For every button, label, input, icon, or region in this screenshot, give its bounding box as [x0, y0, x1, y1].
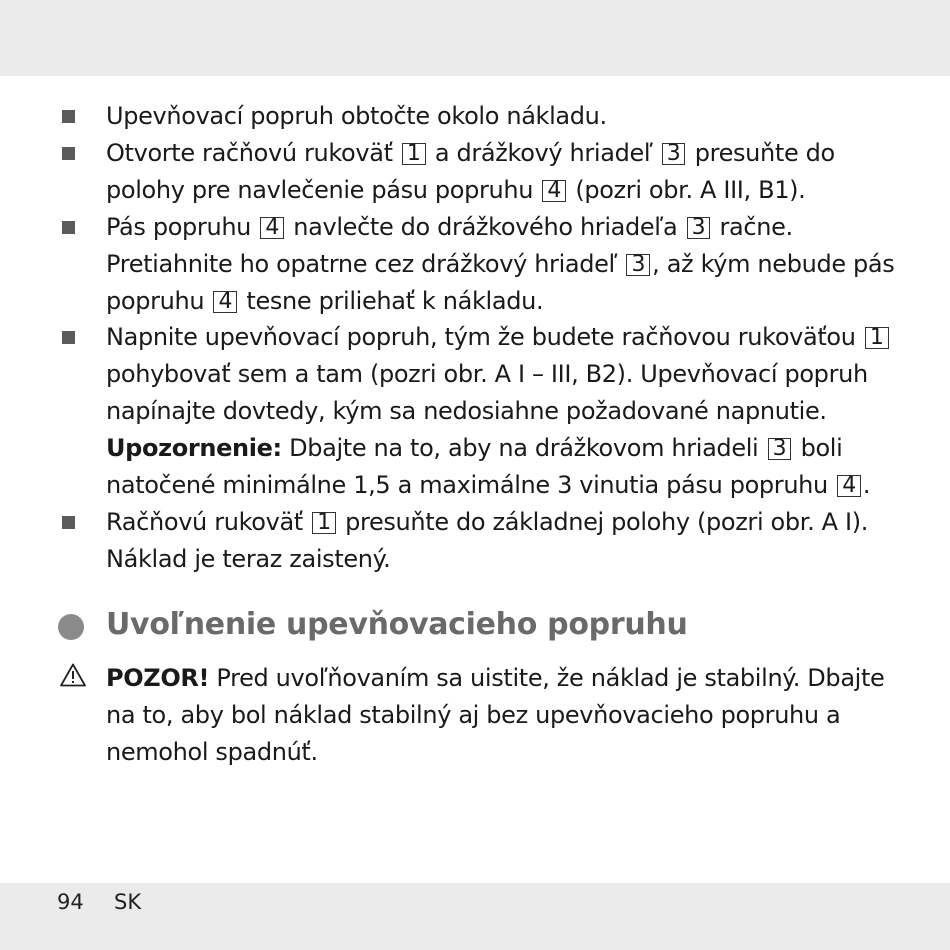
step-3-line-1: Pás popruhu 4 navlečte do drážkového hriadeľa 3 račne.: [106, 213, 793, 241]
step-4-line-1: Napnite upevňovací popruh, tým že budete račňovou rukoväťou 1: [106, 319, 891, 356]
language-code: SK: [114, 890, 142, 914]
part-ref-box: 1: [402, 143, 426, 165]
step-4-line-2: pohybovať sem a tam (pozri obr. A I – III, B2). Upevňovací popruh: [106, 360, 868, 388]
step-4-line-3: napínajte dovtedy, kým sa nedosiahne požadované napnutie.: [106, 397, 827, 425]
step-2-line-2: polohy pre navlečenie pásu popruhu 4 (pozri obr. A III, B1).: [106, 176, 806, 204]
part-ref-box: 4: [213, 291, 237, 313]
footer-band: [0, 883, 950, 950]
step-4-line-5: natočené minimálne 1,5 a maximálne 3 vinutia pásu popruhu 4 .: [106, 471, 871, 499]
warning-line-3: nemohol spadnúť.: [106, 738, 318, 766]
step-1-line-1: Upevňovací popruh obtočte okolo nákladu.: [106, 102, 607, 130]
warning-line-2: na to, aby bol náklad stabilný aj bez upevňovacieho popruhu a: [106, 701, 841, 729]
page-number: 94: [57, 890, 84, 914]
step-3-line-3: popruhu 4 tesne priliehať k nákladu.: [106, 287, 544, 315]
step-bullet: [62, 147, 75, 160]
part-ref-box: 3: [662, 143, 686, 165]
part-ref-box: 1: [312, 512, 336, 534]
top-band: [0, 0, 950, 76]
section-heading: Uvoľnenie upevňovacieho popruhu: [106, 607, 688, 642]
step-5-line-1: Račňovú rukoväť 1 presuňte do základnej polohy (pozri obr. A I).: [106, 508, 869, 536]
note-label: Upozornenie:: [106, 434, 282, 462]
warning-triangle-icon: [60, 663, 86, 687]
warning-line-1: POZOR! Pred uvoľňovaním sa uistite, že náklad je stabilný. Dbajte: [106, 664, 885, 692]
step-3-line-2: Pretiahnite ho opatrne cez drážkový hriadeľ 3 , až kým nebude pás: [106, 250, 895, 278]
part-ref-box: 3: [687, 217, 711, 239]
step-2-line-1: Otvorte račňovú rukoväť 1 a drážkový hriadeľ 3 presuňte do: [106, 139, 835, 167]
step-5-line-2: Náklad je teraz zaistený.: [106, 545, 391, 573]
part-ref-box: 1: [865, 327, 889, 349]
part-ref-box: 4: [542, 180, 566, 202]
step-bullet: [62, 110, 75, 123]
part-ref-box: 3: [768, 438, 792, 460]
section-bullet-icon: [58, 614, 84, 640]
step-bullet: [62, 331, 75, 344]
warning-label: POZOR!: [106, 664, 210, 692]
part-ref-box: 3: [626, 254, 650, 276]
step-bullet: [62, 221, 75, 234]
part-ref-box: 4: [837, 475, 861, 497]
step-4-line-4: Upozornenie: Dbajte na to, aby na drážkovom hriadeli 3 boli: [106, 434, 843, 462]
step-bullet: [62, 516, 75, 529]
part-ref-box: 4: [260, 217, 284, 239]
